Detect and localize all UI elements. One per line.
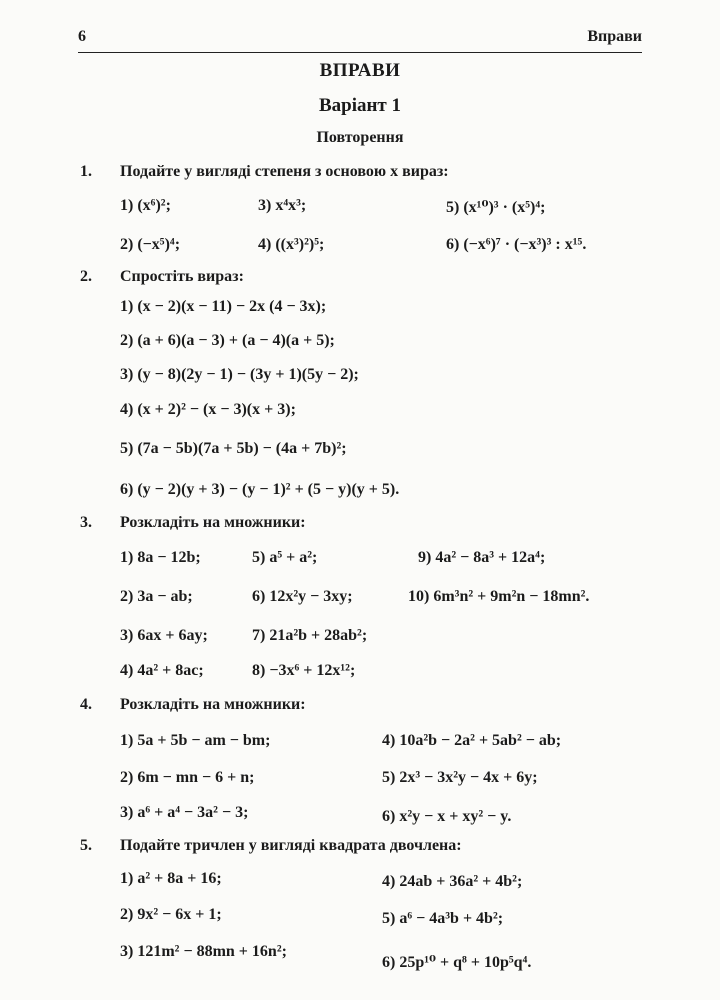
exercise-item: 4) 24ab + 36a² + 4b²; <box>382 873 523 890</box>
exercise-item: 1) 5a + 5b − am − bm; <box>120 732 271 749</box>
exercise-item: 4) 10a²b − 2a² + 5ab² − ab; <box>382 732 562 749</box>
exercise-item: 3) 6ax + 6ay; <box>120 627 208 644</box>
exercise-item: 8) −3x⁶ + 12x¹²; <box>252 662 356 679</box>
exercise-item: 2) 3a − ab; <box>120 588 193 605</box>
page-number: 6 <box>78 28 86 45</box>
exercise-instruction: Подайте у вигляді степеня з основою x вираз: <box>120 163 449 180</box>
exercise-item: 1) 8a − 12b; <box>120 549 201 566</box>
exercise-4 <box>80 696 680 718</box>
exercise-2 <box>80 268 680 290</box>
exercise-number: 1. <box>80 163 92 180</box>
exercise-item: 3) x⁴x³; <box>258 197 307 214</box>
exercise-item: 6) (y − 2)(y + 3) − (y − 1)² + (5 − y)(y + 5). <box>120 481 400 498</box>
exercise-item: 5) a⁵ + a²; <box>252 549 318 566</box>
exercise-instruction: Подайте тричлен у вигляді квадрата двочлена: <box>120 837 462 854</box>
exercise-number: 2. <box>80 268 92 285</box>
exercise-item: 6) 25p¹⁰ + q⁸ + 10p⁵q⁴. <box>382 954 532 971</box>
exercise-instruction: Розкладіть на множники: <box>120 696 306 713</box>
exercise-item: 5) (x¹⁰)³ · (x⁵)⁴; <box>446 199 546 216</box>
exercise-item: 4) ((x³)²)⁵; <box>258 236 325 253</box>
exercise-number: 3. <box>80 514 92 531</box>
exercise-item: 2) (−x⁵)⁴; <box>120 236 181 253</box>
exercise-item: 2) 6m − mn − 6 + n; <box>120 769 255 786</box>
exercise-instruction: Розкладіть на множники: <box>120 514 306 531</box>
exercise-item: 1) (x⁶)²; <box>120 197 171 214</box>
exercise-item: 3) 121m² − 88mn + 16n²; <box>120 943 287 960</box>
exercise-item: 3) a⁶ + a⁴ − 3a² − 3; <box>120 804 249 821</box>
exercise-item: 4) (x + 2)² − (x − 3)(x + 3); <box>120 401 296 418</box>
page-header <box>78 26 642 53</box>
exercise-item: 7) 21a²b + 28ab²; <box>252 627 368 644</box>
exercise-item: 6) x²y − x + xy² − y. <box>382 808 512 825</box>
exercise-item: 1) (x − 2)(x − 11) − 2x (4 − 3x); <box>120 298 327 315</box>
exercise-3 <box>80 514 680 536</box>
page-title: ВПРАВИ <box>319 60 401 81</box>
variant-title: Варіант 1 <box>318 95 402 116</box>
exercise-item: 9) 4a² − 8a³ + 12a⁴; <box>418 549 546 566</box>
exercise-item: 2) 9x² − 6x + 1; <box>120 906 222 923</box>
running-title: Вправи <box>587 28 642 45</box>
exercise-item: 6) (−x⁶)⁷ · (−x³)³ : x¹⁵. <box>446 236 587 253</box>
exercise-item: 5) 2x³ − 3x²y − 4x + 6y; <box>382 769 538 786</box>
exercise-instruction: Спростіть вираз: <box>120 268 244 285</box>
exercise-item: 1) a² + 8a + 16; <box>120 870 222 887</box>
exercise-number: 4. <box>80 696 92 713</box>
exercise-item: 10) 6m³n² + 9m²n − 18mn². <box>408 588 590 605</box>
exercise-item: 2) (a + 6)(a − 3) + (a − 4)(a + 5); <box>120 332 335 349</box>
exercise-1 <box>80 163 680 185</box>
exercise-item: 5) (7a − 5b)(7a + 5b) − (4a + 7b)²; <box>120 440 347 457</box>
exercise-item: 3) (y − 8)(2y − 1) − (3y + 1)(5y − 2); <box>120 366 359 383</box>
exercise-item: 5) a⁶ − 4a³b + 4b²; <box>382 910 504 927</box>
exercise-item: 4) 4a² + 8ac; <box>120 662 204 679</box>
exercise-item: 6) 12x²y − 3xy; <box>252 588 353 605</box>
exercise-5 <box>80 837 680 859</box>
exercise-number: 5. <box>80 837 92 854</box>
section-title: Повторення <box>316 129 404 146</box>
